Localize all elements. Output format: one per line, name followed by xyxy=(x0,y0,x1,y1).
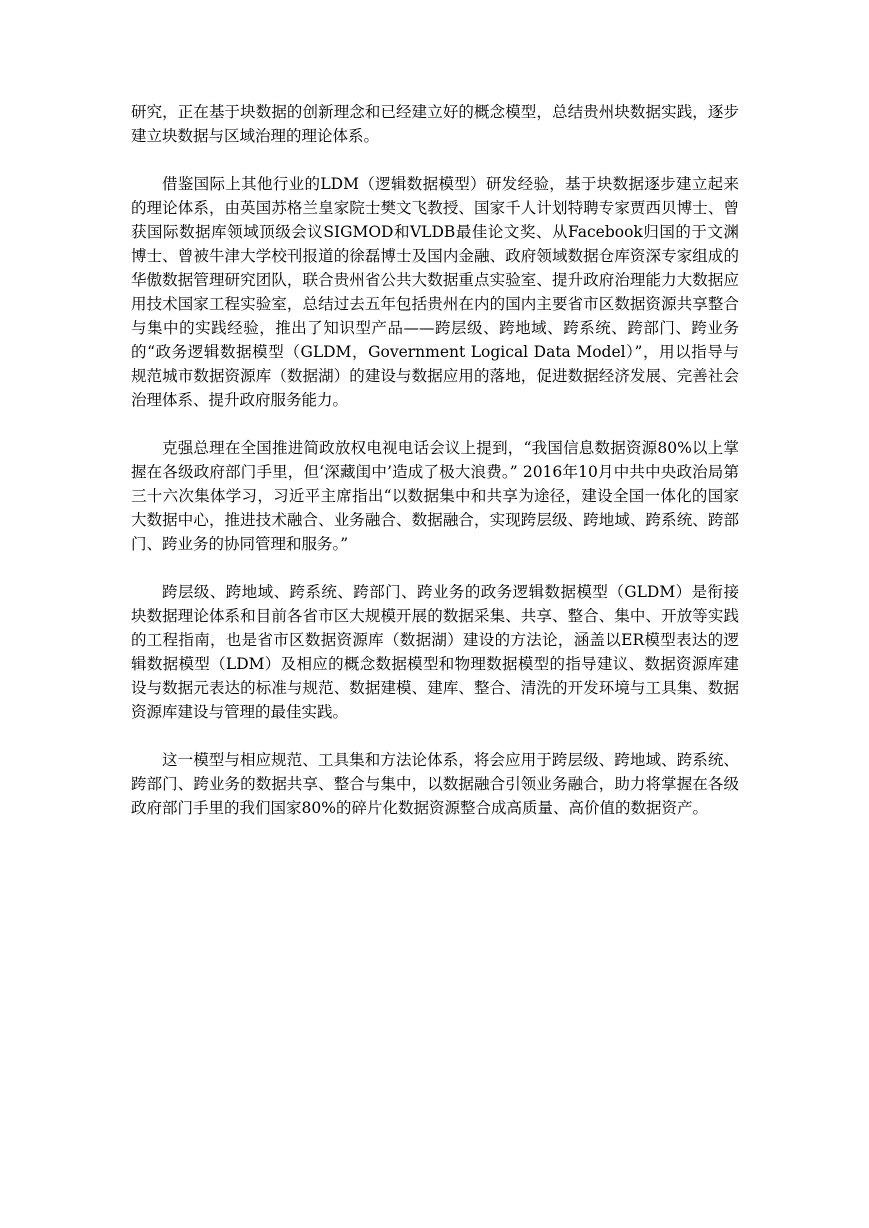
paragraph-gldm-definition: 跨层级、跨地域、跨系统、跨部门、跨业务的政务逻辑数据模型（GLDM）是衔接块数据理论体系和目前各省市区大规模开展的数据采集、共享、整合、集中、开放等实践的工程指南，也是省市区数据资源库（数据湖）建设的方法论，涵盖以ER模型表达的逻辑数据模型（LDM）及相应的概念数据模型和物理数据模型的指导建议、数据资源库建设与数据元表达的标准与规范、数据建模、建库、整合、清洗的开发环境与工具集、数据资源库建设与管理的最佳实践。 xyxy=(131,583,739,721)
paragraph-policy-quotes: 克强总理在全国推进简政放权电视电话会议上提到，“我国信息数据资源80%以上掌握在各级政府部门手里，但‘深藏闺中’造成了极大浪费。” 2016年10月中共中央政治局第三十六次集体学习，习近平主席指出“以数据集中和共享为途径，建设全国一体化的国家大数据中心，推进技术融合、业务融合、数据融合，实现跨层级、跨地域、跨系统、跨部门、跨业务的协同管理和服务。” xyxy=(131,439,739,553)
paragraph-continuation: 研究，正在基于块数据的创新理念和已经建立好的概念模型，总结贵州块数据实践，逐步建立块数据与区域治理的理论体系。 xyxy=(131,103,739,145)
paragraph-gldm-introduction: 借鉴国际上其他行业的LDM（逻辑数据模型）研发经验，基于块数据逐步建立起来的理论体系，由英国苏格兰皇家院士樊文飞教授、国家千人计划特聘专家贾西贝博士、曾获国际数据库领域顶级会议SIGMOD和VLDB最佳论文奖、从Facebook归国的于文渊博士、曾被牛津大学校刊报道的徐磊博士及国内金融、政府领域数据仓库资深专家组成的华傲数据管理研究团队，联合贵州省公共大数据重点实验室、提升政府治理能力大数据应用技术国家工程实验室，总结过去五年包括贵州在内的国内主要省市区数据资源共享整合与集中的实践经验，推出了知识型产品——跨层级、跨地域、跨系统、跨部门、跨业务的“政务逻辑数据模型（GLDM，Government Logical Data Model）”，用以指导与规范城市数据资源库（数据湖）的建设与数据应用的落地，促进数据经济发展、完善社会治理体系、提升政府服务能力。 xyxy=(131,175,739,409)
paragraph-application: 这一模型与相应规范、工具集和方法论体系，将会应用于跨层级、跨地域、跨系统、跨部门、跨业务的数据共享、整合与集中，以数据融合引领业务融合，助力将掌握在各级政府部门手里的我们国家80%的碎片化数据资源整合成高质量、高价值的数据资产。 xyxy=(131,751,739,817)
document-body xyxy=(131,100,739,844)
